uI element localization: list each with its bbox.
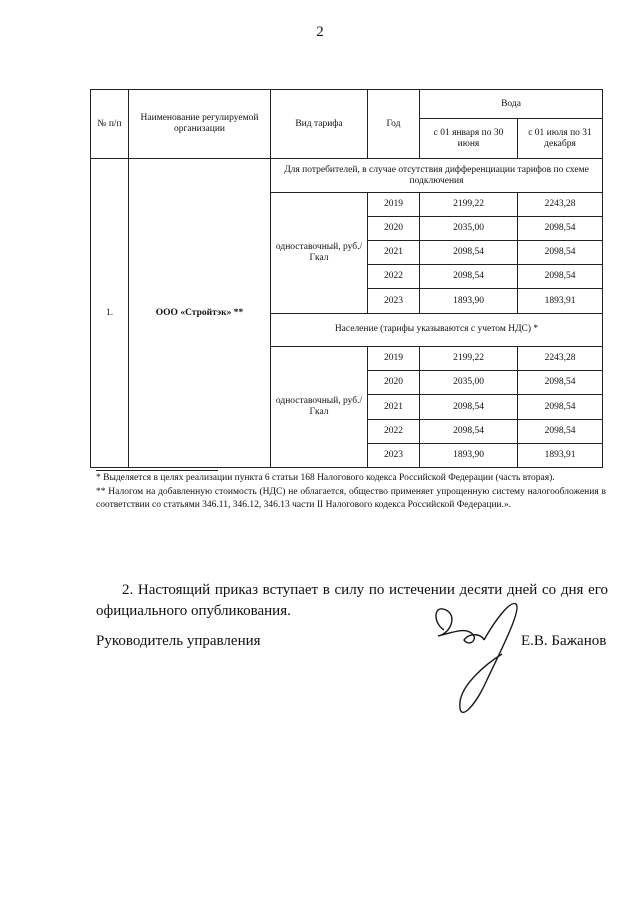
year-cell: 2021 (368, 241, 420, 265)
year-cell: 2019 (368, 192, 420, 216)
year-cell: 2021 (368, 395, 420, 419)
header-number: № п/п (91, 90, 129, 159)
value-cell: 2035,00 (420, 217, 518, 241)
year-cell: 2020 (368, 217, 420, 241)
organization-name: ООО «Стройтэк» ** (129, 159, 271, 468)
header-period-2: с 01 июля по 31 декабря (518, 119, 603, 159)
value-cell: 1893,91 (518, 289, 603, 313)
value-cell: 1893,90 (420, 289, 518, 313)
value-cell: 1893,90 (420, 443, 518, 467)
value-cell: 2098,54 (518, 371, 603, 395)
group-2-tariff: одноставочный, руб./Гкал (271, 347, 368, 468)
signatory-title: Руководитель управления (96, 633, 261, 649)
item-2-paragraph: 2. Настоящий приказ вступает в силу по истечении десяти дней со дня его официального опубликования. (96, 582, 608, 619)
header-organization: Наименование регулируемой организации (129, 90, 271, 159)
footnote-1: * Выделяется в целях реализации пункта 6 статьи 168 Налогового кодекса Российской Федерации (часть вторая). (96, 473, 555, 483)
row-number: 1. (91, 159, 129, 468)
value-cell: 2098,54 (518, 217, 603, 241)
value-cell: 2243,28 (518, 192, 603, 216)
year-cell: 2019 (368, 347, 420, 371)
footnotes (96, 472, 606, 513)
value-cell: 2098,54 (420, 241, 518, 265)
value-cell: 2199,22 (420, 347, 518, 371)
group-2-title: Население (тарифы указываются с учетом НДС) * (271, 313, 603, 347)
value-cell: 2199,22 (420, 192, 518, 216)
value-cell: 2098,54 (420, 265, 518, 289)
year-cell: 2023 (368, 289, 420, 313)
handwritten-signature (424, 592, 534, 727)
value-cell: 2098,54 (420, 395, 518, 419)
tariff-table (90, 89, 603, 468)
header-water: Вода (420, 90, 603, 119)
value-cell: 1893,91 (518, 443, 603, 467)
value-cell: 2098,54 (518, 265, 603, 289)
footnote-2: ** Налогом на добавленную стоимость (НДС) не облагается, общество применяет упрощенную систему налогообложения в соответствии со статьями 346.11, 346.12, 346.13 части II Налогового кодекса Российской Федерации.». (96, 487, 606, 510)
year-cell: 2022 (368, 419, 420, 443)
value-cell: 2098,54 (518, 241, 603, 265)
group-1-title: Для потребителей, в случае отсутствия дифференциации тарифов по схеме подключения (271, 159, 603, 193)
year-cell: 2020 (368, 371, 420, 395)
header-tariff-type: Вид тарифа (271, 90, 368, 159)
page-number: 2 (316, 24, 324, 40)
value-cell: 2098,54 (518, 419, 603, 443)
group-1-tariff: одноставочный, руб./Гкал (271, 192, 368, 313)
year-cell: 2023 (368, 443, 420, 467)
footnote-divider (96, 470, 218, 471)
value-cell: 2243,28 (518, 347, 603, 371)
year-cell: 2022 (368, 265, 420, 289)
signatory-name: Е.В. Бажанов (521, 633, 607, 649)
value-cell: 2098,54 (420, 419, 518, 443)
header-year: Год (368, 90, 420, 159)
value-cell: 2098,54 (518, 395, 603, 419)
header-period-1: с 01 января по 30 июня (420, 119, 518, 159)
value-cell: 2035,00 (420, 371, 518, 395)
